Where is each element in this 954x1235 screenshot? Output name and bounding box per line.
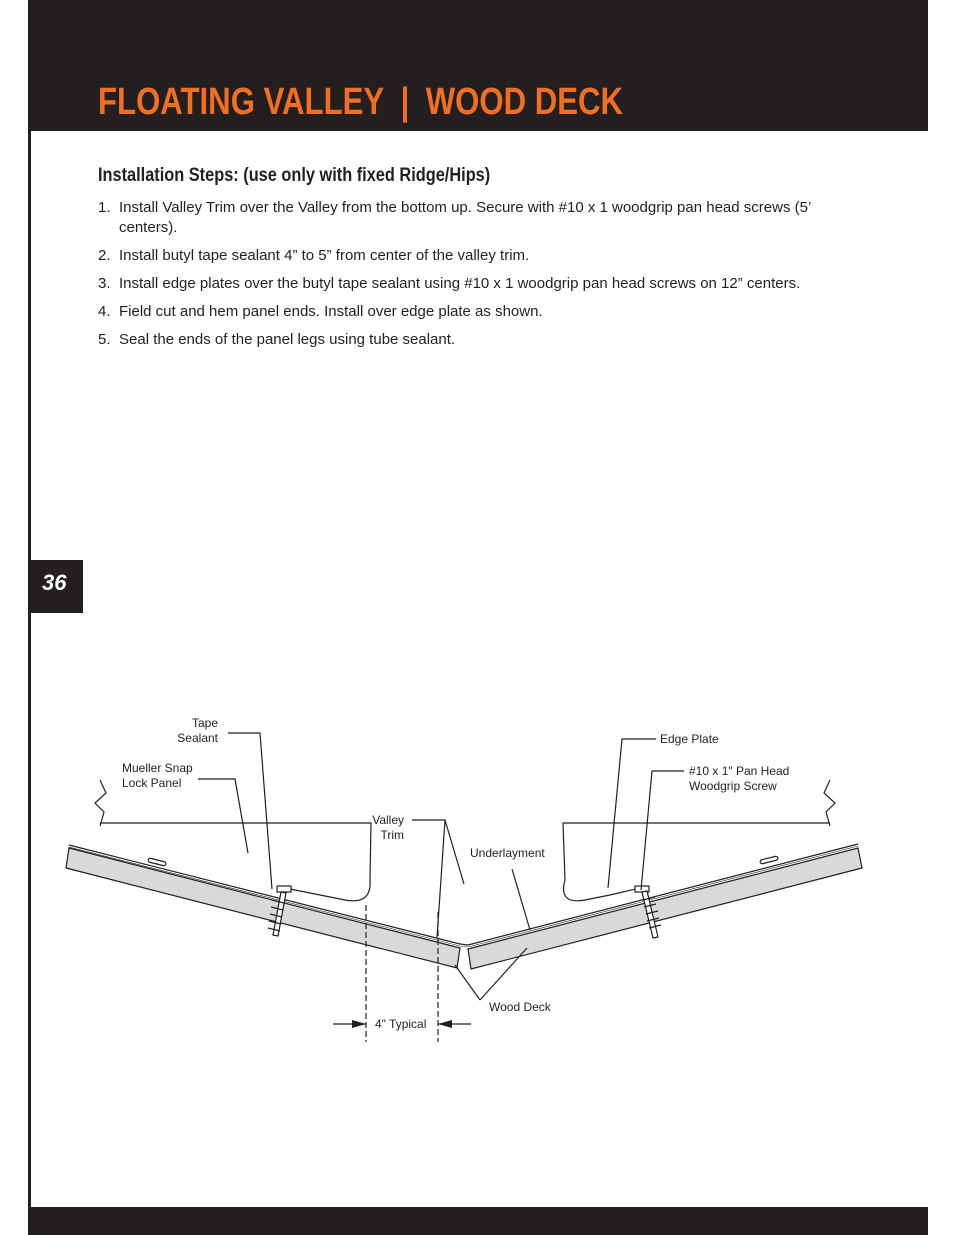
page-number-tab	[28, 560, 83, 613]
label-tape-sealant-2: Sealant	[177, 731, 218, 745]
page-number: 36	[42, 570, 67, 595]
list-item	[98, 246, 858, 266]
title-separator: |	[400, 81, 410, 123]
step-number: 1.	[98, 199, 111, 216]
slot-right	[760, 856, 778, 864]
section-heading: Installation Steps: (use only with fixed Ridge/Hips)	[98, 165, 491, 186]
label-screw-2: Woodgrip Screw	[689, 779, 777, 793]
step-number: 3.	[98, 275, 111, 292]
step-number: 4.	[98, 303, 111, 320]
leader-mueller	[198, 779, 248, 853]
list-item	[98, 330, 858, 350]
leader-tape-sealant	[228, 733, 272, 889]
leader-edge-plate	[608, 739, 656, 888]
slot-left	[148, 858, 166, 866]
valley-diagram	[0, 690, 954, 1060]
title-left: FLOATING VALLEY	[98, 81, 385, 123]
list-item	[98, 274, 858, 294]
title-right: WOOD DECK	[425, 81, 624, 123]
break-mark-left	[95, 780, 106, 826]
step-text: Seal the ends of the panel legs using tube sealant.	[119, 331, 456, 348]
leader-valley-trim	[412, 820, 445, 938]
step-text: Install Valley Trim over the Valley from the bottom up. Secure with #10 x 1 woodgrip pan head screws (5’ centers).	[119, 199, 811, 236]
label-edge-plate: Edge Plate	[660, 732, 719, 746]
label-tape-sealant-1: Tape	[191, 716, 218, 730]
step-text: Field cut and hem panel ends. Install over edge plate as shown.	[119, 303, 543, 320]
label-mueller-1: Mueller Snap	[122, 761, 193, 775]
leader-valley-trim-2	[445, 820, 464, 884]
wood-deck-right	[468, 848, 862, 969]
leader-underlayment	[512, 869, 530, 930]
break-mark-right	[824, 780, 835, 826]
leader-screw	[641, 771, 684, 890]
list-item	[98, 198, 858, 238]
step-text: Install edge plates over the butyl tape sealant using #10 x 1 woodgrip pan head screws on 12” centers.	[119, 275, 801, 292]
label-mueller-2: Lock Panel	[122, 776, 182, 790]
label-valley-trim-2: Trim	[380, 828, 404, 842]
label-screw-1: #10 x 1" Pan Head	[689, 764, 790, 778]
footer-bar	[28, 1207, 928, 1235]
list-item	[98, 302, 858, 322]
wood-deck-left	[66, 848, 460, 968]
label-valley-trim-1: Valley	[372, 813, 404, 827]
step-text: Install butyl tape sealant 4” to 5” from center of the valley trim.	[119, 247, 530, 264]
steps-list	[98, 198, 858, 358]
label-wood-deck: Wood Deck	[489, 1000, 551, 1014]
leader-wood-deck-1	[455, 965, 480, 1000]
page-title	[98, 78, 623, 126]
label-typical: 4" Typical	[375, 1017, 427, 1031]
step-number: 5.	[98, 331, 111, 348]
step-number: 2.	[98, 247, 111, 264]
label-underlayment: Underlayment	[470, 846, 545, 860]
